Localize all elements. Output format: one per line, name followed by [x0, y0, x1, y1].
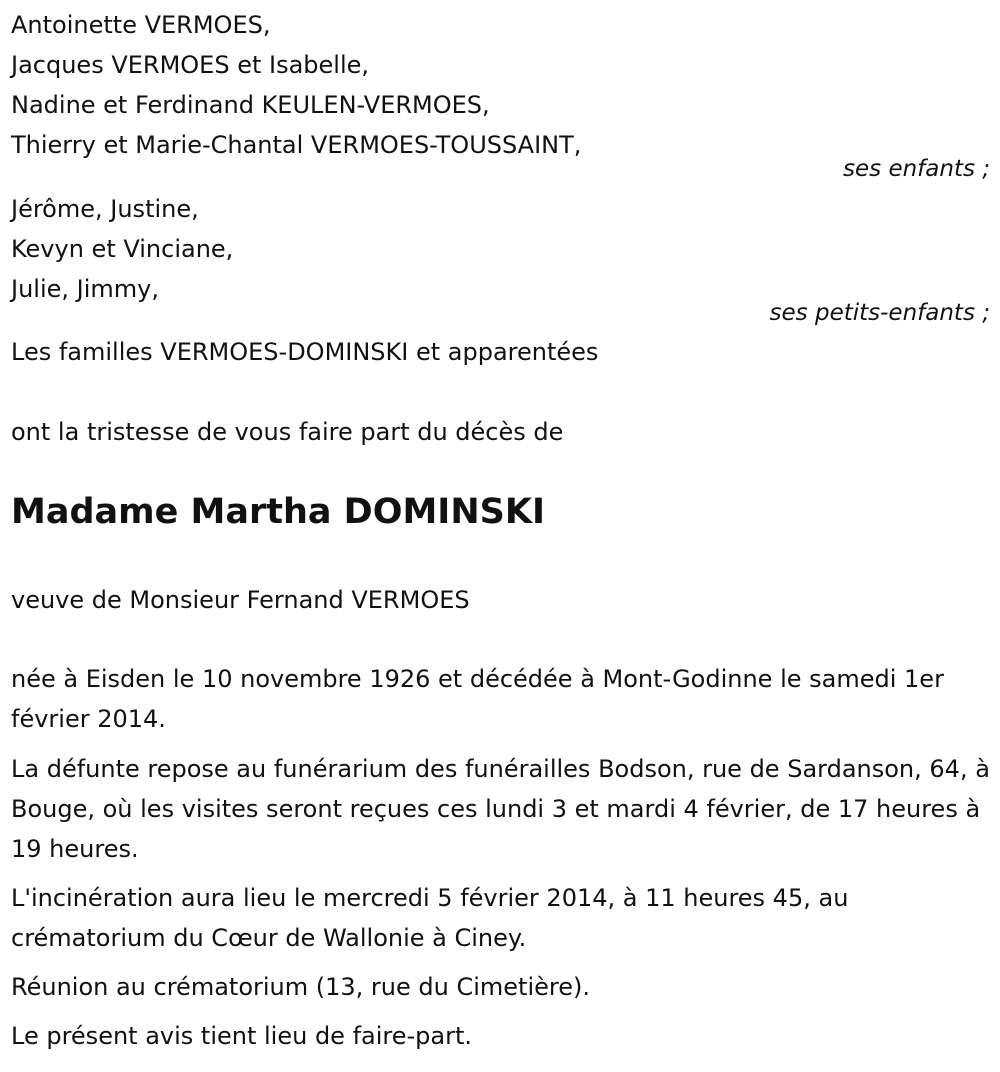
- grandchild-name: Jérôme, Justine,: [11, 195, 199, 223]
- child-name: Jacques VERMOES et Isabelle,: [11, 51, 370, 79]
- child-name: Nadine et Ferdinand KEULEN-VERMOES,: [11, 91, 490, 119]
- notice-paragraph: Le présent avis tient lieu de faire-part.: [11, 1022, 473, 1050]
- children-role-label: ses enfants ;: [843, 156, 990, 182]
- child-name: Thierry et Marie-Chantal VERMOES-TOUSSAINT,: [11, 131, 582, 159]
- birth-death-paragraph: née à Eisden le 10 novembre 1926 et décédée à Mont-Godinne le samedi 1er février 2014.: [11, 665, 944, 733]
- families-line: Les familles VERMOES-DOMINSKI et apparentées: [11, 338, 599, 366]
- child-name: Antoinette VERMOES,: [11, 11, 271, 39]
- incineration-paragraph: L'incinération aura lieu le mercredi 5 février 2014, à 11 heures 45, au crématorium du Cœur de Wallonie à Ciney.: [11, 884, 849, 952]
- grandchildren-role-label: ses petits-enfants ;: [769, 300, 990, 326]
- grandchild-name: Kevyn et Vinciane,: [11, 235, 234, 263]
- funerarium-paragraph: La défunte repose au funérarium des funérailles Bodson, rue de Sardanson, 64, à Bouge, où les visites seront reçues ces lundi 3 et mardi 4 février, de 17 heures à 19 heures.: [11, 755, 990, 863]
- meeting-paragraph: Réunion au crématorium (13, rue du Cimetière).: [11, 973, 590, 1001]
- deceased-name: Madame Martha DOMINSKI: [11, 492, 545, 532]
- announcement-line: ont la tristesse de vous faire part du décès de: [11, 418, 564, 446]
- grandchild-name: Julie, Jimmy,: [11, 275, 159, 303]
- widow-of-line: veuve de Monsieur Fernand VERMOES: [11, 586, 470, 614]
